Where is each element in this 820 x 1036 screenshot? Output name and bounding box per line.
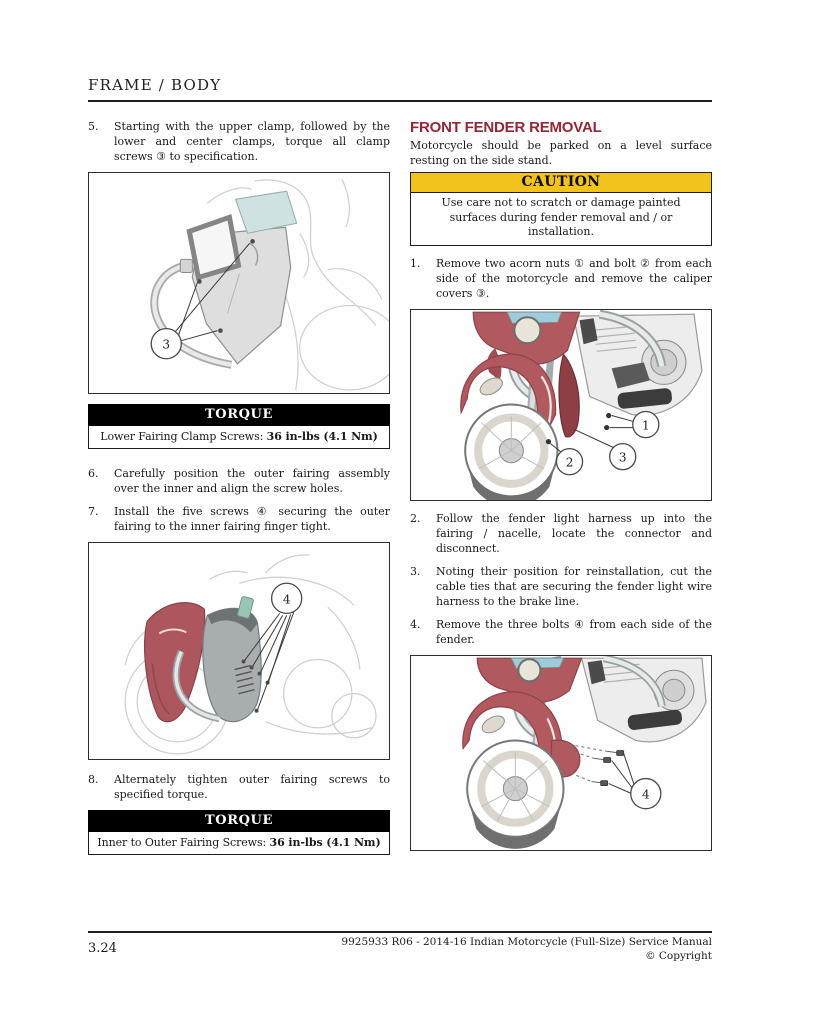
step-text: Follow the fender light harness up into the fairing / nacelle, locate the connector and disconnect. xyxy=(436,511,712,555)
step-number: 6. xyxy=(88,467,99,480)
callout-1-label: 1 xyxy=(641,418,650,433)
torque-spec-value: 36 in-lbs (4.1 Nm) xyxy=(266,430,378,443)
torque-spec-row xyxy=(88,832,390,855)
footer-rule xyxy=(88,931,712,933)
torque-header: TORQUE xyxy=(88,810,390,832)
step-number: 3. xyxy=(410,564,421,578)
caution-text: Use care not to scratch or damage painted surfaces during fender removal and / or installation. xyxy=(441,196,681,238)
step-number: 8. xyxy=(88,773,99,786)
callout-4-label: 4 xyxy=(282,592,291,607)
step-2 xyxy=(410,511,712,556)
step-7 xyxy=(88,504,390,534)
step-4 xyxy=(410,617,712,647)
page-content xyxy=(88,76,712,855)
figure-outer-fairing-screws xyxy=(88,542,390,760)
torque-spec-box-2 xyxy=(88,810,390,855)
step-text: Noting their position for reinstallation, cut the cable ties that are securing the fender light wire harness to the brake line. xyxy=(436,564,712,608)
step-number: 2. xyxy=(410,511,421,525)
torque-header: TORQUE xyxy=(88,404,390,426)
figure-inner-fairing-clamps xyxy=(88,172,390,394)
chapter-header: FRAME / BODY xyxy=(88,76,712,102)
step-5 xyxy=(88,119,390,164)
step-number: 5. xyxy=(88,120,99,133)
step-8 xyxy=(88,772,390,802)
torque-spec-label: Inner to Outer Fairing Screws: xyxy=(97,836,270,849)
callout-4-label: 4 xyxy=(641,787,650,802)
torque-spec-row xyxy=(88,426,390,449)
step-1-wrap xyxy=(410,256,712,301)
page-number: 3.24 xyxy=(88,941,117,956)
torque-spec-box-1 xyxy=(88,404,390,449)
step-text: Remove the three bolts ④ from each side of the fender. xyxy=(436,617,712,646)
outer-fairing-screws-illustration xyxy=(89,543,389,759)
fender-bolts-illustration xyxy=(411,656,711,850)
step-number: 1. xyxy=(410,256,421,270)
manual-title-line: 9925933 R06 - 2014-16 Indian Motorcycle (Full-Size) Service Manual xyxy=(341,936,712,948)
step-text: Carefully position the outer fairing assembly over the inner and align the screw holes. xyxy=(114,467,390,495)
step-1 xyxy=(410,256,712,301)
step-6 xyxy=(88,466,390,496)
footer-copyright xyxy=(282,936,712,963)
copyright-line: © Copyright xyxy=(645,949,712,962)
inner-fairing-clamps-illustration xyxy=(89,173,389,393)
torque-spec-value: 36 in-lbs (4.1 Nm) xyxy=(269,836,381,849)
right-column xyxy=(410,119,712,855)
section-intro: Motorcycle should be parked on a level surface resting on the side stand. xyxy=(410,139,712,167)
figure-fender-bolts xyxy=(410,655,712,851)
step-text: Install the five screws ④ securing the outer fairing to the inner fairing finger tight. xyxy=(114,505,390,533)
steps-2-4 xyxy=(410,511,712,647)
step-number: 4. xyxy=(410,617,421,631)
caution-box xyxy=(410,172,712,246)
caliper-cover-illustration xyxy=(411,310,711,500)
step-number: 7. xyxy=(88,505,99,518)
step-text: Remove two acorn nuts ① and bolt ② from each side of the motorcycle and remove the caliper covers ③. xyxy=(436,256,712,300)
step-3 xyxy=(410,564,712,609)
callout-2-label: 2 xyxy=(565,455,574,470)
step-text: Alternately tighten outer fairing screws to specified torque. xyxy=(114,773,390,801)
left-column xyxy=(88,119,390,855)
section-title: FRONT FENDER REMOVAL xyxy=(410,119,602,136)
figure-caliper-cover-removal xyxy=(410,309,712,501)
callout-3-label: 3 xyxy=(162,337,171,352)
caution-header: CAUTION xyxy=(411,173,711,193)
callout-3-label: 3 xyxy=(618,450,627,465)
step-8-wrap xyxy=(88,772,390,802)
steps-6-7 xyxy=(88,466,390,534)
two-column-layout xyxy=(88,119,712,855)
step-text: Starting with the upper clamp, followed by the lower and center clamps, torque all clamp screws ③ to specification. xyxy=(114,120,390,163)
torque-spec-label: Lower Fairing Clamp Screws: xyxy=(100,430,267,443)
